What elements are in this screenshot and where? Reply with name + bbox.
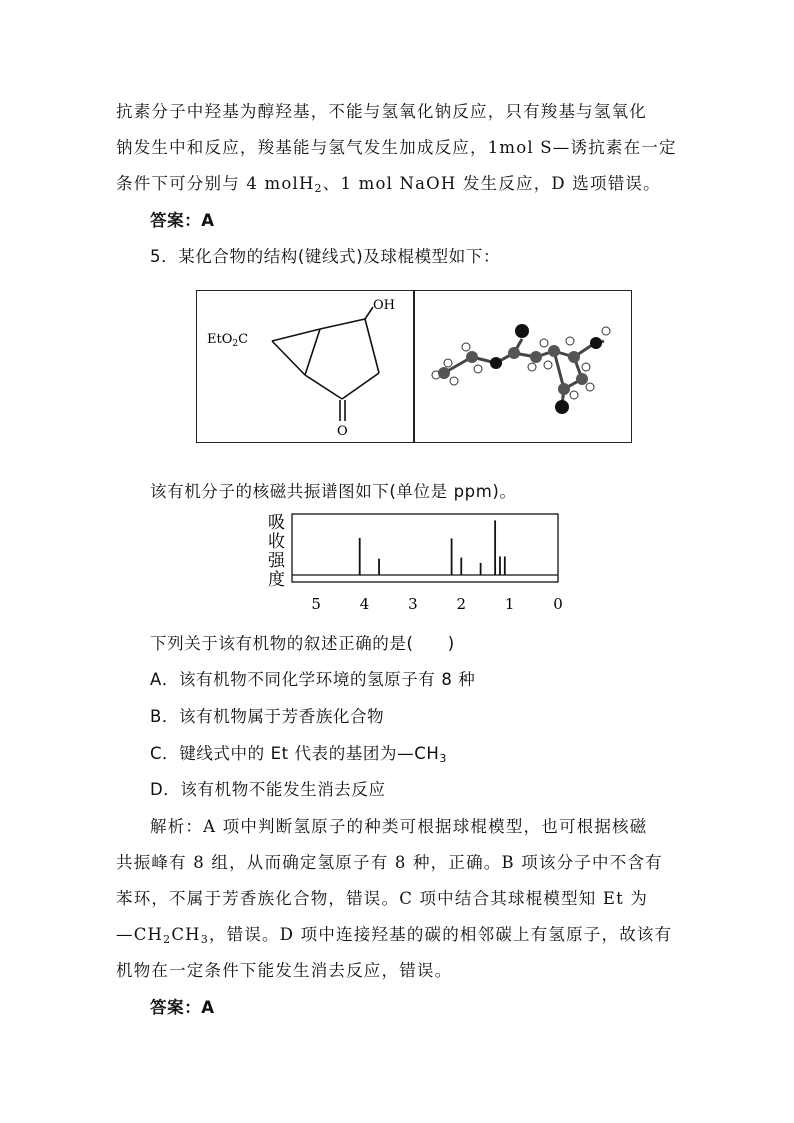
nmr-y-label-char: 收: [268, 532, 285, 552]
nmr-x-tick: 4: [359, 595, 370, 612]
intro-line-3: [116, 170, 661, 195]
question-prompt: 下列关于该有机物的叙述正确的是( ): [150, 634, 455, 653]
option-c[interactable]: [150, 740, 447, 765]
nmr-y-label-char: 度: [268, 570, 285, 590]
sol4-a: —CH: [116, 925, 164, 944]
nmr-x-tick: 0: [553, 595, 563, 612]
ester-label: EtO$_2$C: [207, 332, 249, 349]
nmr-x-tick: 2: [456, 595, 467, 612]
nmr-spectrum-chart: [268, 512, 568, 612]
structure-figure: [196, 290, 632, 443]
ball-and-stick-model: [414, 291, 630, 441]
nmr-x-tick: 1: [504, 595, 515, 612]
nmr-plot-frame: [292, 514, 558, 582]
question-stem: 5．某化合物的结构(键线式)及球棍模型如下：: [150, 247, 501, 266]
solution-line-2: 共振峰有 8 组，从而确定氢原子有 8 种，正确。B 项该分子中不含有: [116, 853, 663, 872]
solution-line-5: 机物在一定条件下能发生消去反应，错误。: [116, 961, 453, 980]
sol4-b: CH: [171, 925, 201, 944]
option-c-text: C．键线式中的 Et 代表的基团为—CH: [150, 744, 440, 763]
intro-line-3-pre: 条件下可分别与 4 molH: [116, 174, 315, 193]
nmr-intro: 该有机分子的核磁共振谱图如下(单位是 ppm)。: [150, 482, 517, 501]
sol4-s2: 3: [200, 933, 209, 946]
solution-line-3: 苯环，不属于芳香族化合物，错误。C 项中结合其球棍模型知 Et 为: [116, 889, 649, 908]
answer-2: 答案：A: [150, 998, 215, 1017]
intro-line-1: 抗素分子中羟基为醇羟基，不能与氢氧化钠反应，只有羧基与氢氧化: [116, 102, 647, 121]
nmr-x-tick: 5: [311, 595, 321, 612]
sol4-s1: 2: [163, 933, 172, 946]
nmr-y-label-char: 吸: [268, 513, 285, 533]
intro-line-3-sub: 2: [314, 182, 323, 195]
intro-line-2: 钠发生中和反应，羧基能与氢气发生加成反应，1mol S—诱抗素在一定: [116, 138, 677, 157]
solution-line-4: [116, 921, 672, 946]
option-d[interactable]: D．该有机物不能发生消去反应: [150, 780, 386, 799]
nmr-x-tick: 3: [408, 595, 418, 612]
oh-label: OH: [373, 298, 395, 313]
answer-1: 答案：A: [150, 211, 215, 230]
skeletal-formula: [197, 291, 413, 441]
option-a[interactable]: A．该有机物不同化学环境的氢原子有 8 种: [150, 670, 476, 689]
intro-line-3-post: 、1 mol NaOH 发生反应，D 选项错误。: [322, 174, 661, 193]
nmr-y-label: [268, 513, 286, 590]
solution-line-1: 解析：A 项中判断氢原子的种类可根据球棍模型，也可根据核磁: [150, 817, 648, 836]
ketone-o-label: O: [337, 424, 348, 439]
option-c-sub: 3: [439, 752, 447, 765]
nmr-y-label-char: 强: [268, 551, 285, 571]
sol4-c: ，错误。D 项中连接羟基的碳的相邻碳上有氢原子，故该有: [208, 925, 673, 944]
option-b[interactable]: B．该有机物属于芳香族化合物: [150, 707, 385, 726]
